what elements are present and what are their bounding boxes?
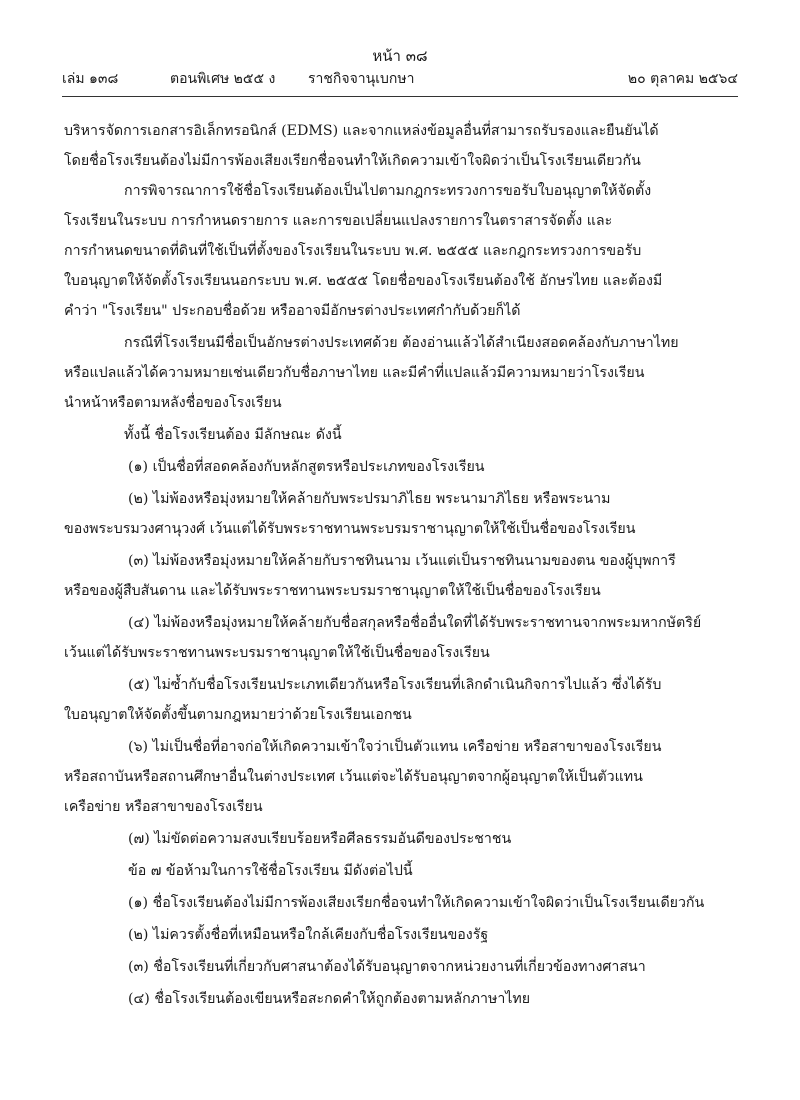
text-line: นำหน้าหรือตามหลังชื่อของโรงเรียน: [64, 395, 282, 411]
list-item: (๖) ไม่เป็นชื่อที่อาจก่อให้เกิดความเข้าใจว่าเป็นตัวแทน เครือข่าย หรือสาขาของโรงเรียน: [128, 739, 662, 755]
text-line: หรือสถาบันหรือสถานศึกษาอื่นในต่างประเทศ เว้นแต่จะได้รับอนุญาตจากผู้อนุญาตให้เป็นตัวแทน: [64, 769, 643, 785]
header-rule: [62, 96, 738, 97]
list-item: (๔) ไม่พ้องหรือมุ่งหมายให้คล้ายกับชื่อสกุลหรือชื่ออื่นใดที่ได้รับพระราชทานจากพระมหากษัตริย์: [128, 615, 702, 631]
header-volume: เล่ม ๑๓๘: [62, 71, 119, 87]
list-item: (๓) ไม่พ้องหรือมุ่งหมายให้คล้ายกับราชทินนาม เว้นแต่เป็นราชทินนามของตน ของผู้บุพการี: [128, 553, 676, 569]
text-line: บริหารจัดการเอกสารอิเล็กทรอนิกส์ (EDMS) และจากแหล่งข้อมูลอื่นที่สามารถรับรองและยืนยันได้: [64, 123, 659, 139]
text-line: การกำหนดขนาดที่ดินที่ใช้เป็นที่ตั้งของโรงเรียนในระบบ พ.ศ. ๒๕๕๕ และกฎกระทรวงการขอรับ: [64, 243, 642, 259]
list-item: (๑) เป็นชื่อที่สอดคล้องกับหลักสูตรหรือประเภทของโรงเรียน: [128, 459, 485, 475]
list-item: (๔) ชื่อโรงเรียนต้องเขียนหรือสะกดคำให้ถูกต้องตามหลักภาษาไทย: [128, 991, 531, 1007]
header-section: ตอนพิเศษ ๒๕๕ ง: [170, 71, 276, 87]
text-line: ของพระบรมวงศานุวงศ์ เว้นแต่ได้รับพระราชทานพระบรมราชานุญาตให้ใช้เป็นชื่อของโรงเรียน: [64, 521, 636, 537]
text-line: หรือของผู้สืบสันดาน และได้รับพระราชทานพระบรมราชานุญาตให้ใช้เป็นชื่อของโรงเรียน: [64, 583, 601, 599]
text-line: คำว่า "โรงเรียน" ประกอบชื่อด้วย หรืออาจมีอักษรต่างประเทศกำกับด้วยก็ได้: [64, 303, 521, 319]
list-item: (๑) ชื่อโรงเรียนต้องไม่มีการพ้องเสียงเรียกชื่อจนทำให้เกิดความเข้าใจผิดว่าเป็นโรงเรียนเดียวกัน: [128, 895, 705, 911]
list-item: (๕) ไม่ซ้ำกับชื่อโรงเรียนประเภทเดียวกันหรือโรงเรียนที่เลิกดำเนินกิจการไปแล้ว ซึ่งได้รับ: [128, 677, 662, 693]
list-item: (๓) ชื่อโรงเรียนที่เกี่ยวกับศาสนาต้องได้รับอนุญาตจากหน่วยงานที่เกี่ยวข้องทางศาสนา: [128, 959, 646, 975]
text-line: ใบอนุญาตให้จัดตั้งโรงเรียนนอกระบบ พ.ศ. ๒๕๕๕ โดยชื่อของโรงเรียนต้องใช้ อักษรไทย และต้องมี: [64, 273, 663, 289]
text-line: การพิจารณาการใช้ชื่อโรงเรียนต้องเป็นไปตามกฎกระทรวงการขอรับใบอนุญาตให้จัดตั้ง: [124, 183, 652, 199]
header-date: ๒๐ ตุลาคม ๒๕๖๔: [627, 71, 738, 87]
clause-heading: ข้อ ๗ ข้อห้ามในการใช้ชื่อโรงเรียน มีดังต่อไปนี้: [128, 863, 413, 879]
text-line: หรือแปลแล้วได้ความหมายเช่นเดียวกับชื่อภาษาไทย และมีคำที่แปลแล้วมีความหมายว่าโรงเรียน: [64, 365, 645, 381]
page-number: หน้า ๓๘: [372, 47, 428, 65]
text-line: กรณีที่โรงเรียนมีชื่อเป็นอักษรต่างประเทศด้วย ต้องอ่านแล้วได้สำเนียงสอดคล้องกับภาษาไทย: [124, 335, 679, 351]
list-item: (๒) ไม่พ้องหรือมุ่งหมายให้คล้ายกับพระปรมาภิไธย พระนามาภิไธย หรือพระนาม: [128, 491, 611, 507]
list-item: (๒) ไม่ควรตั้งชื่อที่เหมือนหรือใกล้เคียงกับชื่อโรงเรียนของรัฐ: [128, 927, 489, 943]
text-line: ใบอนุญาตให้จัดตั้งขึ้นตามกฎหมายว่าด้วยโรงเรียนเอกชน: [64, 707, 412, 723]
text-line: เครือข่าย หรือสาขาของโรงเรียน: [64, 799, 263, 815]
header-gazette-title: ราชกิจจานุเบกษา: [308, 71, 415, 87]
text-line: โรงเรียนในระบบ การกำหนดรายการ และการขอเปลี่ยนแปลงรายการในตราสารจัดตั้ง และ: [64, 213, 613, 229]
text-line: เว้นแต่ได้รับพระราชทานพระบรมราชานุญาตให้ใช้เป็นชื่อของโรงเรียน: [64, 645, 490, 661]
list-item: (๗) ไม่ขัดต่อความสงบเรียบร้อยหรือศีลธรรมอันดีของประชาชน: [128, 831, 512, 847]
text-line: โดยชื่อโรงเรียนต้องไม่มีการพ้องเสียงเรียกชื่อจนทำให้เกิดความเข้าใจผิดว่าเป็นโรงเรียนเดียวกัน: [64, 153, 641, 169]
text-line: ทั้งนี้ ชื่อโรงเรียนต้อง มีลักษณะ ดังนี้: [124, 427, 342, 443]
running-header: [62, 68, 738, 92]
